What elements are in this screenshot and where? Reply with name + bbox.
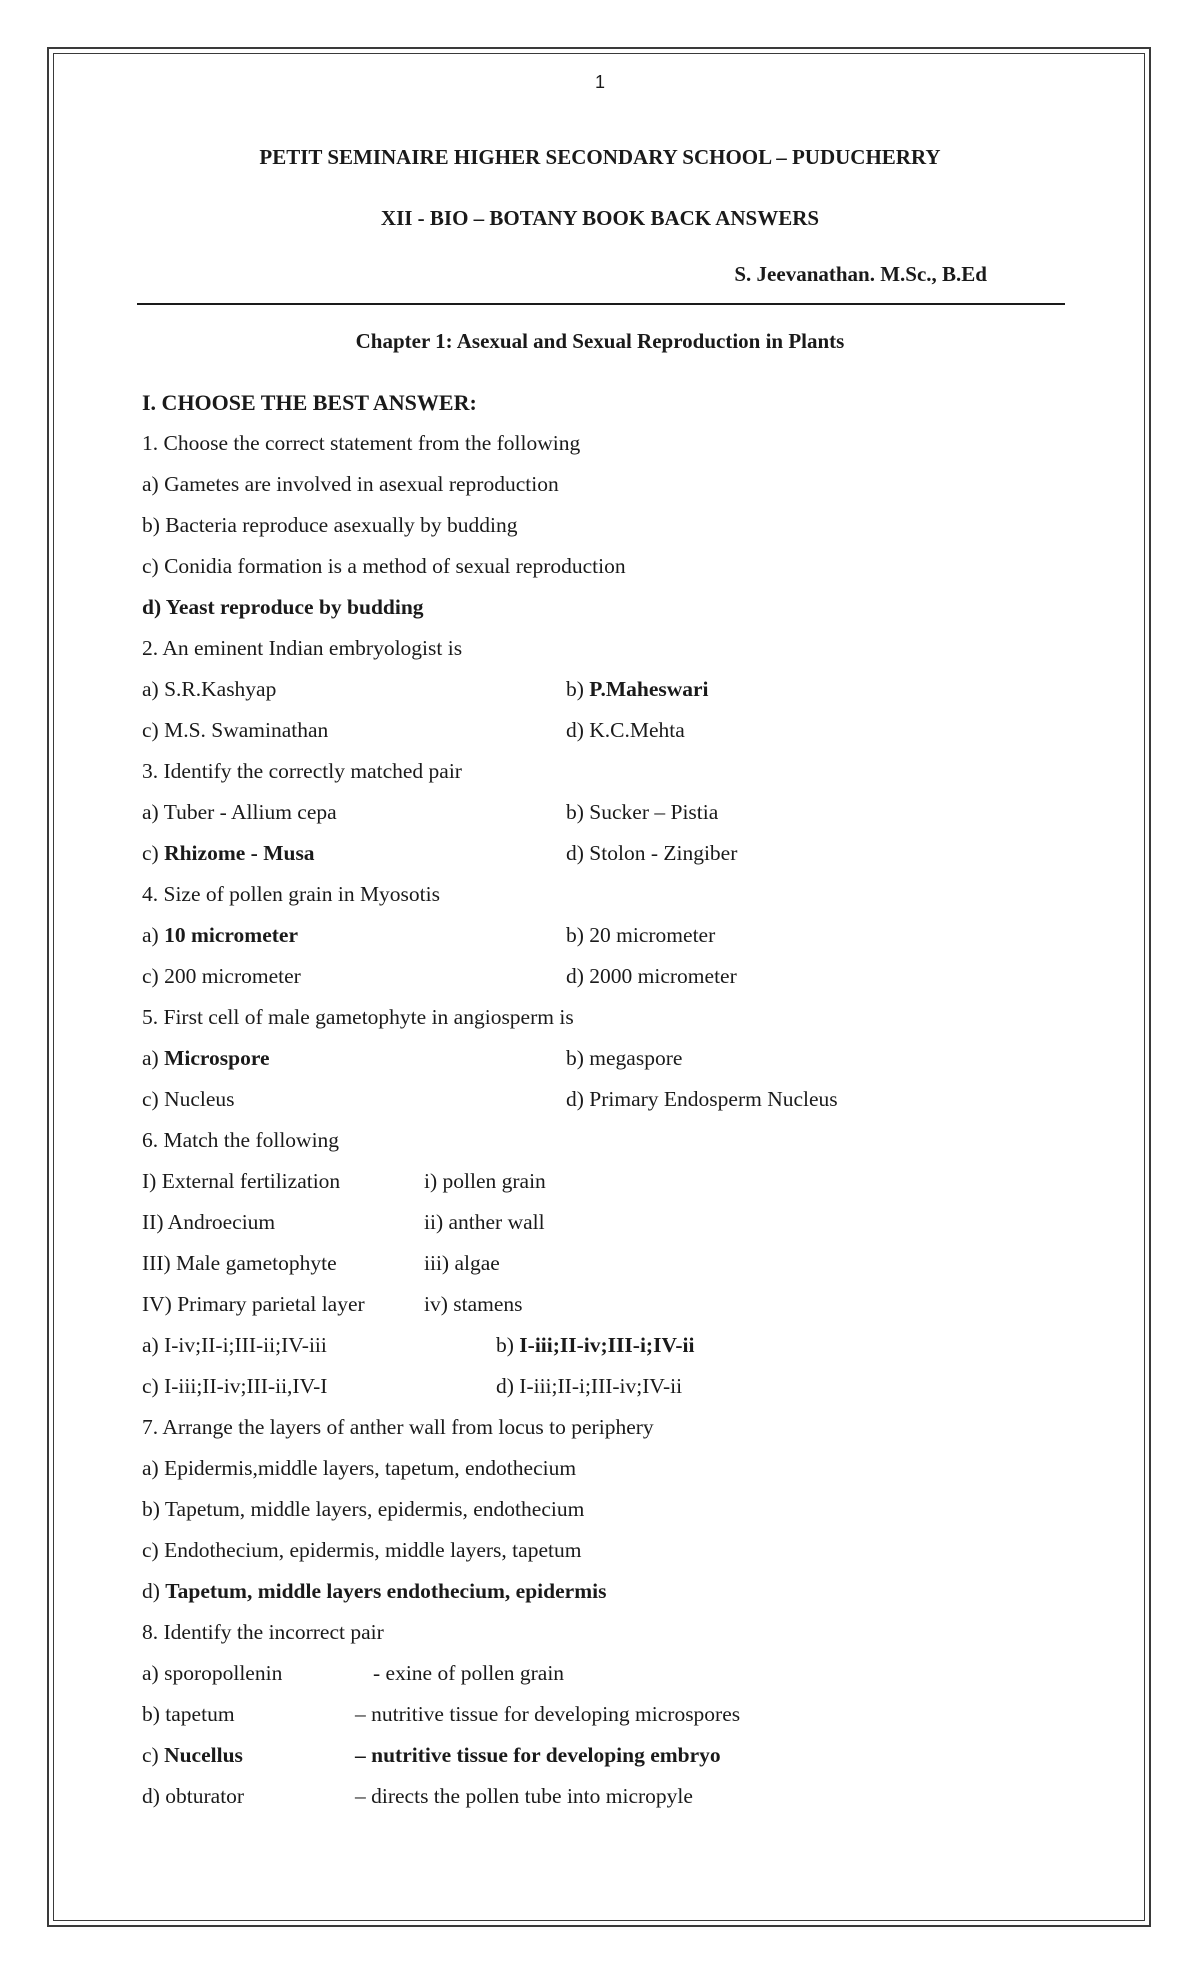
- q8-option-b-desc: – nutritive tissue for developing microspores: [355, 1702, 741, 1726]
- q6-option-d: d) I-iii;II-i;III-iv;IV-ii: [496, 1374, 683, 1398]
- q7-option-d-prefix: d): [142, 1579, 166, 1603]
- q6-pair-right: ii) anther wall: [424, 1210, 545, 1234]
- q3-option-a: a) Tuber - Allium cepa: [142, 800, 337, 824]
- q6-option-a: a) I-iv;II-i;III-ii;IV-iii: [142, 1333, 327, 1357]
- q2-option-c: c) M.S. Swaminathan: [142, 718, 329, 742]
- q8-option-c-desc: – nutritive tissue for developing embryo: [355, 1743, 721, 1767]
- q3-option-c: [142, 839, 315, 867]
- q1-option-b: b) Bacteria reproduce asexually by budding: [142, 513, 518, 537]
- q3-option-c-answer: Rhizome - Musa: [164, 841, 315, 865]
- q6-question: 6. Match the following: [142, 1128, 340, 1152]
- q6-pair-left: IV) Primary parietal layer: [142, 1292, 365, 1316]
- q7-option-c: c) Endothecium, epidermis, middle layers, tapetum: [142, 1538, 582, 1562]
- q6-pair-right: iii) algae: [424, 1251, 500, 1275]
- q4-option-c: c) 200 micrometer: [142, 964, 301, 988]
- section-title: I. CHOOSE THE BEST ANSWER:: [142, 390, 477, 415]
- q2-option-b-prefix: b): [566, 677, 590, 701]
- q7-option-d: [142, 1577, 606, 1605]
- q5-option-d: d) Primary Endosperm Nucleus: [566, 1087, 838, 1111]
- q6-option-b: [496, 1331, 694, 1359]
- q7-option-b: b) Tapetum, middle layers, epidermis, endothecium: [142, 1497, 585, 1521]
- q1-option-d-answer: d) Yeast reproduce by budding: [142, 595, 424, 619]
- q8-option-c-prefix: c): [142, 1743, 165, 1767]
- q6-pair-left: II) Androecium: [142, 1210, 276, 1234]
- q3-option-d: d) Stolon - Zingiber: [566, 841, 738, 865]
- q7-option-d-answer: Tapetum, middle layers endothecium, epidermis: [165, 1579, 607, 1603]
- q7-question: 7. Arrange the layers of anther wall from locus to periphery: [142, 1415, 654, 1439]
- q4-option-a: [142, 921, 298, 949]
- q2-option-d: d) K.C.Mehta: [566, 718, 685, 742]
- q6-pair-right: iv) stamens: [424, 1292, 523, 1316]
- page-number: 1: [594, 72, 605, 92]
- q8-question: 8. Identify the incorrect pair: [142, 1620, 384, 1644]
- q3-question: 3. Identify the correctly matched pair: [142, 759, 462, 783]
- q8-option-b-term: b) tapetum: [142, 1702, 235, 1726]
- q2-option-a: a) S.R.Kashyap: [142, 677, 277, 701]
- header-divider: [137, 303, 1065, 305]
- q3-option-c-prefix: c): [142, 841, 165, 865]
- q6-option-b-prefix: b): [496, 1333, 520, 1357]
- school-title: PETIT SEMINAIRE HIGHER SECONDARY SCHOOL – PUDUCHERRY: [259, 145, 941, 169]
- q8-option-c-term: [142, 1741, 243, 1769]
- q2-option-b-answer: P.Maheswari: [589, 677, 709, 701]
- q7-option-a: a) Epidermis,middle layers, tapetum, endothecium: [142, 1456, 577, 1480]
- q6-pair-right: i) pollen grain: [424, 1169, 546, 1193]
- q1-option-a: a) Gametes are involved in asexual reproduction: [142, 472, 559, 496]
- q5-option-a: [142, 1044, 270, 1072]
- q1-option-c: c) Conidia formation is a method of sexual reproduction: [142, 554, 626, 578]
- q8-option-a-desc: - exine of pollen grain: [373, 1661, 565, 1685]
- q6-pair-left: III) Male gametophyte: [142, 1251, 337, 1275]
- q8-option-d-desc: – directs the pollen tube into micropyle: [355, 1784, 693, 1808]
- q5-option-b: b) megaspore: [566, 1046, 683, 1070]
- q3-option-b: b) Sucker – Pistia: [566, 800, 719, 824]
- q8-option-d-term: d) obturator: [142, 1784, 245, 1808]
- q5-option-a-prefix: a): [142, 1046, 165, 1070]
- q6-option-b-answer: I-iii;II-iv;III-i;IV-ii: [519, 1333, 695, 1357]
- q5-question: 5. First cell of male gametophyte in angiosperm is: [142, 1005, 574, 1029]
- q4-option-a-prefix: a): [142, 923, 165, 947]
- author: S. Jeevanathan. M.Sc., B.Ed: [734, 262, 987, 286]
- q4-option-d: d) 2000 micrometer: [566, 964, 737, 988]
- q1-question: 1. Choose the correct statement from the following: [142, 431, 581, 455]
- q4-option-a-answer: 10 micrometer: [164, 923, 298, 947]
- q6-option-c: c) I-iii;II-iv;III-ii,IV-I: [142, 1374, 328, 1398]
- q6-pair-left: I) External fertilization: [142, 1169, 341, 1193]
- q4-question: 4. Size of pollen grain in Myosotis: [142, 882, 440, 906]
- q5-option-a-answer: Microspore: [164, 1046, 270, 1070]
- q2-question: 2. An eminent Indian embryologist is: [142, 636, 463, 660]
- q8-option-c-answer: Nucellus: [164, 1743, 243, 1767]
- subject-title: XII - BIO – BOTANY BOOK BACK ANSWERS: [380, 206, 820, 230]
- q8-option-a-term: a) sporopollenin: [142, 1661, 283, 1685]
- q2-option-b: [566, 675, 709, 703]
- chapter-title: Chapter 1: Asexual and Sexual Reproduction in Plants: [355, 329, 845, 353]
- q4-option-b: b) 20 micrometer: [566, 923, 716, 947]
- q5-option-c: c) Nucleus: [142, 1087, 235, 1111]
